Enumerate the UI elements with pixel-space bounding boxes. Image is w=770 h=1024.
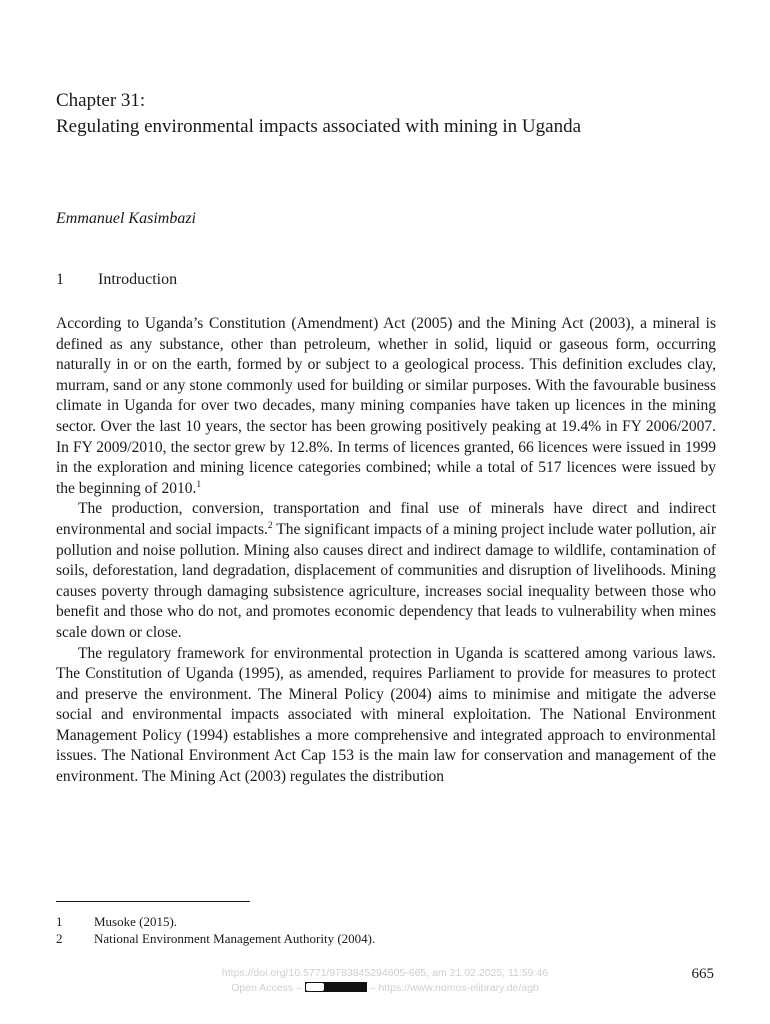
footnote-reference[interactable]: 1	[196, 479, 202, 490]
author-name: Emmanuel Kasimbazi	[56, 210, 196, 227]
cc-license-icon	[305, 982, 367, 992]
watermark-doi-line: https://doi.org/10.5771/9783845294605-665, am 21.02.2025, 11:59:46	[221, 967, 549, 979]
section-title: Introduction	[98, 271, 178, 288]
chapter-heading	[56, 88, 736, 140]
section-heading	[56, 271, 177, 289]
paragraph: According to Uganda’s Constitution (Amendment) Act (2005) and the Mining Act (2003), a mineral is defined as any substance, other than petroleum, whether in solid, liquid or gaseous form, occurring naturally in or on the earth, formed by or subject to a geological process. This definition excludes clay, murram, sand or any stone commonly used for building or similar purposes. With the favourable business climate in Uganda for over two decades, many mining companies have taken up licences in the mining sector. Over the last 10 years, the sector has been growing positively peaking at 19.4% in FY 2006/2007. In FY 2009/2010, the sector grew by 12.8%. In terms of licences granted, 66 licences were issued in 1999 in the exploration and mining licence categories combined; while a total of 517 licences were issued by the beginning of 2010.$^1$	[56, 315, 716, 497]
chapter-number: Chapter 31:	[56, 90, 146, 111]
body-text	[56, 314, 716, 788]
page-number: 665	[691, 966, 714, 982]
paragraph: The production, conversion, transportation and final use of minerals have direct and indirect environmental and social impacts.$^2$ The significant impacts of a mining project include water pollution, air pollution and noise pollution. Mining also causes direct and indirect damage to wildlife, contamination of soils, deforestation, land degradation, displacement of communities and disruption of livelihoods. Mining causes poverty through damaging subsistence agriculture, increases social inequality between those who benefit and those who do not, and promotes economic dependency that leads to vulnerability when mines scale down or close.	[56, 500, 716, 641]
footnote-text: Musoke (2015).	[94, 914, 178, 929]
footnote	[56, 930, 716, 947]
section-number: 1	[56, 271, 64, 288]
footnote-text: National Environment Management Authority (2004).	[94, 931, 376, 946]
footnote-number: 2	[56, 931, 63, 946]
footnote-number: 1	[56, 914, 63, 929]
footnote-reference[interactable]: 2	[267, 520, 273, 531]
access-watermark	[150, 966, 620, 996]
watermark-license-line: Open Access – – https://www.nomos-elibrary.de/agb	[231, 982, 539, 994]
footnotes	[56, 913, 716, 947]
chapter-title: Regulating environmental impacts associated with mining in Uganda	[56, 116, 582, 137]
paragraph: The regulatory framework for environmental protection in Uganda is scattered among various laws. The Constitution of Uganda (1995), as amended, requires Parliament to provide for measures to protect and preserve the environment. The Mineral Policy (2004) aims to minimise and mitigate the adverse social and environmental impacts associated with mineral exploitation. The National Environment Management Policy (1994) establishes a more comprehensive and integrated approach to environmental issues. The National Environment Act Cap 153 is the main law for conservation and management of the environment. The Mining Act (2003) regulates the distribution	[56, 644, 716, 786]
footnote	[56, 913, 716, 930]
footnote-divider	[56, 901, 250, 902]
